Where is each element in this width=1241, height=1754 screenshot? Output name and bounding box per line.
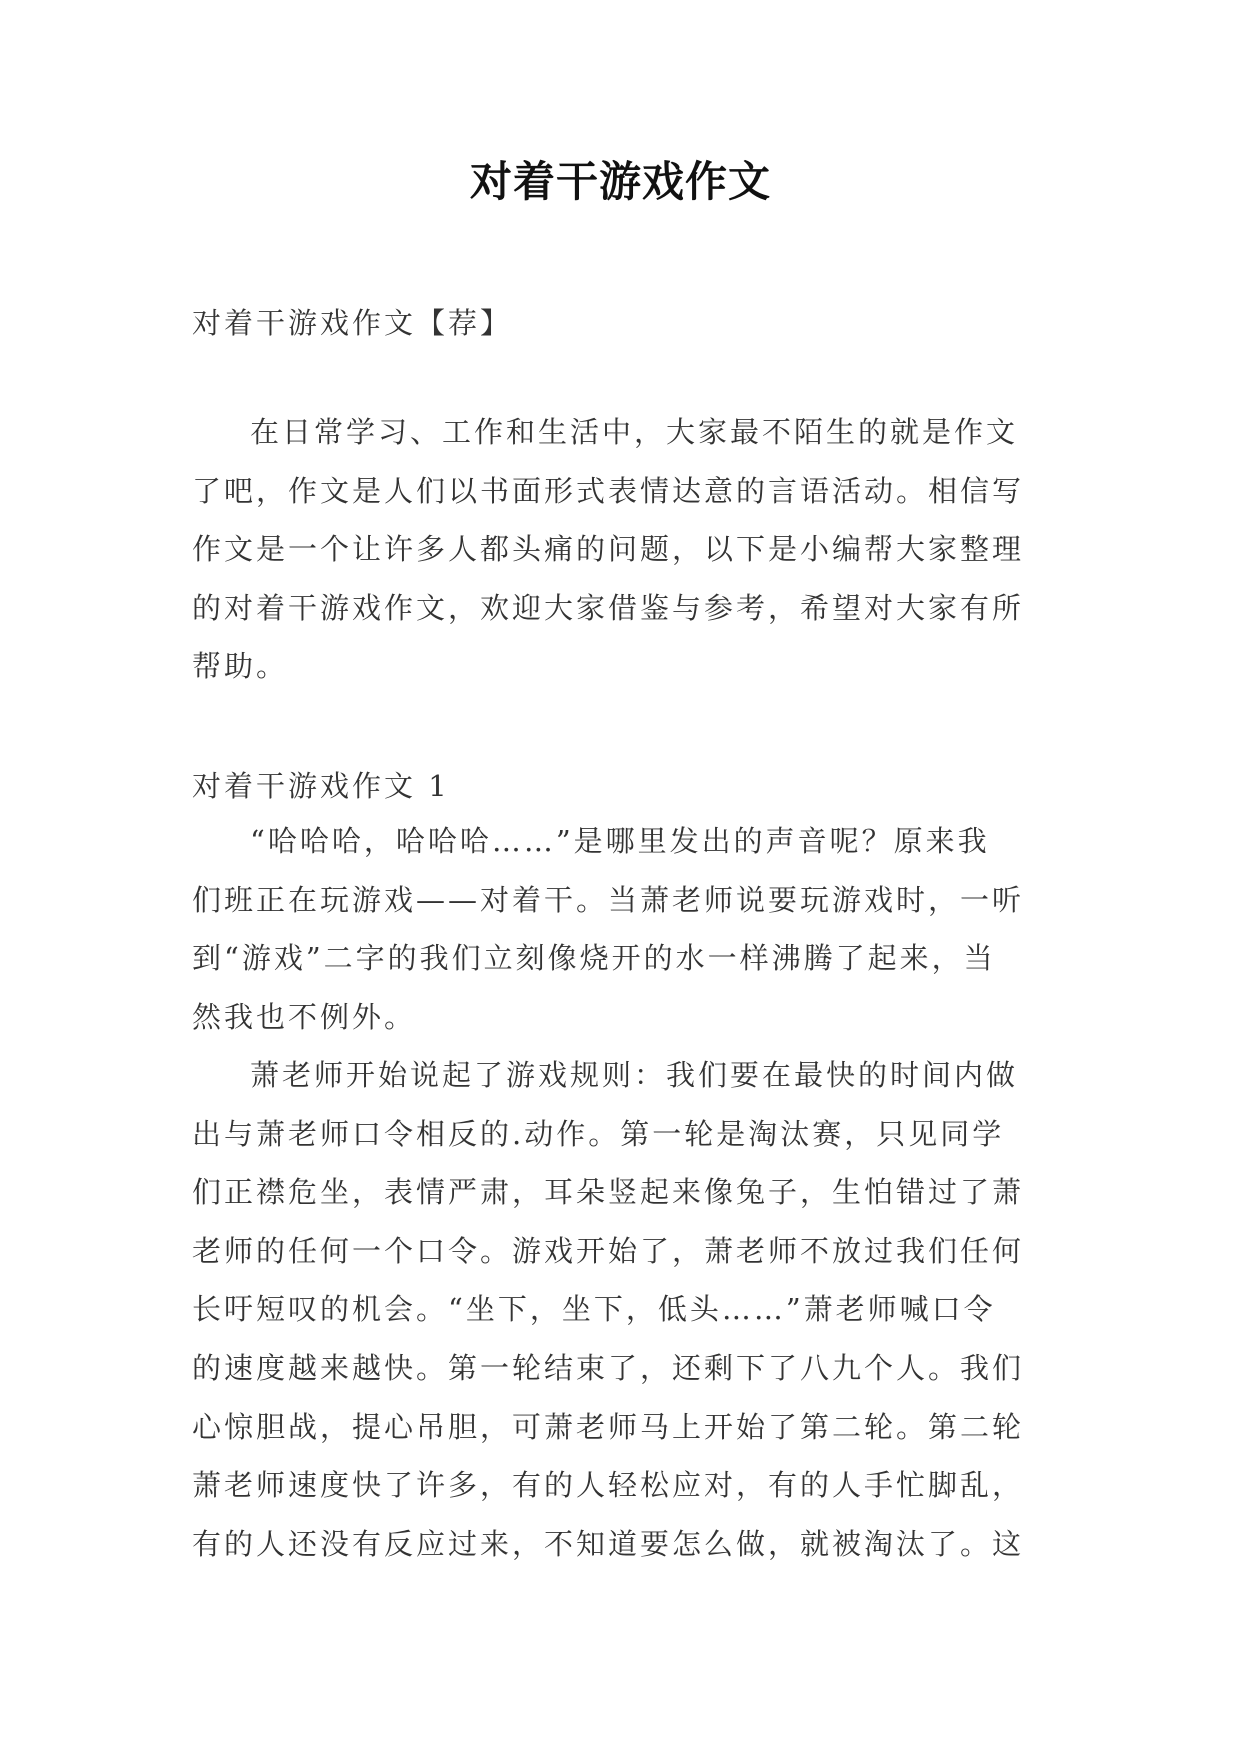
intro-line: 了吧，作文是人们以书面形式表情达意的言语活动。相信写 — [192, 473, 1025, 508]
paragraph-line: 的速度越来越快。第一轮结束了，还剩下了八九个人。我们 — [192, 1350, 1025, 1385]
paragraph-line: 萧老师开始说起了游戏规则：我们要在最快的时间内做 — [250, 1058, 1019, 1092]
intro-line: 的对着干游戏作文，欢迎大家借鉴与参考，希望对大家有所 — [192, 590, 1025, 625]
paragraph-line: 到“游戏”二字的我们立刻像烧开的水一样沸腾了起来，当 — [192, 941, 996, 976]
intro-line: 帮助。 — [192, 649, 289, 684]
intro-paragraph — [192, 403, 1058, 696]
document-subtitle: 对着干游戏作文【荐】 — [192, 306, 513, 340]
paragraph-line: 出与萧老师口令相反的.动作。第一轮是淘汰赛，只见同学 — [192, 1116, 1005, 1151]
paragraph-line: “哈哈哈，哈哈哈……”是哪里发出的声音呢？原来我 — [250, 824, 990, 858]
paragraph-2 — [192, 1046, 1058, 1573]
paragraph-line: 萧老师速度快了许多，有的人轻松应对，有的人手忙脚乱， — [192, 1468, 1025, 1503]
intro-line: 在日常学习、工作和生活中，大家最不陌生的就是作文 — [250, 415, 1019, 449]
paragraph-line: 然我也不例外。 — [192, 999, 417, 1034]
document-title: 对着干游戏作文 — [469, 157, 771, 206]
intro-line: 作文是一个让许多人都头痛的问题，以下是小编帮大家整理 — [192, 532, 1025, 567]
paragraph-line: 有的人还没有反应过来，不知道要怎么做，就被淘汰了。这 — [192, 1526, 1025, 1561]
paragraph-line: 老师的任何一个口令。游戏开始了，萧老师不放过我们任何 — [192, 1233, 1025, 1268]
paragraph-line: 心惊胆战，提心吊胆，可萧老师马上开始了第二轮。第二轮 — [192, 1409, 1025, 1444]
paragraph-line: 们正襟危坐，表情严肃，耳朵竖起来像兔子，生怕错过了萧 — [192, 1175, 1025, 1210]
paragraph-line: 们班正在玩游戏——对着干。当萧老师说要玩游戏时，一听 — [192, 882, 1025, 917]
paragraph-1 — [192, 812, 1058, 1046]
paragraph-line: 长吁短叹的机会。“坐下，坐下，低头……”萧老师喊口令 — [192, 1292, 996, 1327]
section-heading: 对着干游戏作文 1 — [192, 769, 450, 803]
